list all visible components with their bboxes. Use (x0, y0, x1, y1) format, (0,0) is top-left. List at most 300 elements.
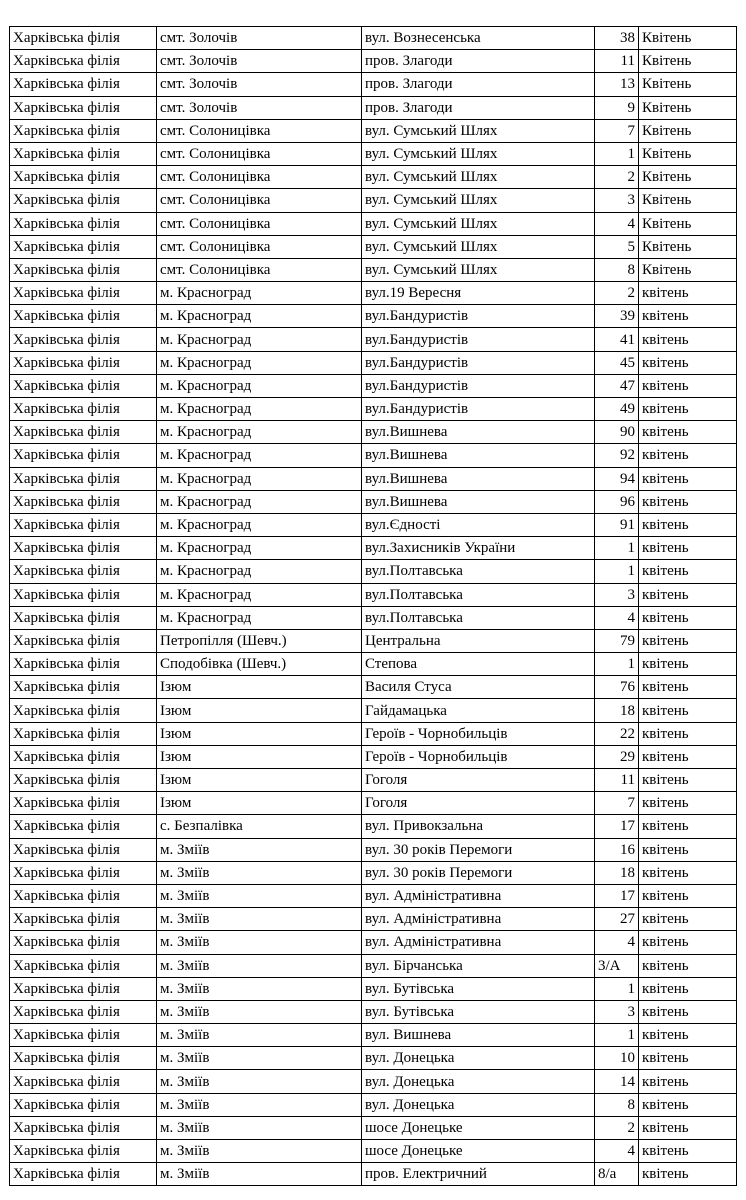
branch-cell: Харківська філія (10, 1024, 157, 1047)
house-number-cell: 47 (595, 374, 639, 397)
month-cell: квітень (639, 908, 737, 931)
street-cell: вул. Вознесенська (362, 27, 595, 50)
branch-cell: Харківська філія (10, 954, 157, 977)
street-cell: вул.Полтавська (362, 560, 595, 583)
month-cell: квітень (639, 328, 737, 351)
table-row (10, 815, 737, 838)
house-number-cell: 22 (595, 722, 639, 745)
street-cell: вул. 30 років Перемоги (362, 838, 595, 861)
settlement-cell: м. Красноград (157, 583, 362, 606)
house-number-cell: 2 (595, 166, 639, 189)
street-cell: вул.Бандуристів (362, 305, 595, 328)
branch-cell: Харківська філія (10, 142, 157, 165)
table-row (10, 1000, 737, 1023)
table-row (10, 583, 737, 606)
month-cell: квітень (639, 722, 737, 745)
table-row (10, 745, 737, 768)
branch-cell: Харківська філія (10, 166, 157, 189)
month-cell: Квітень (639, 212, 737, 235)
branch-cell: Харківська філія (10, 1163, 157, 1186)
street-cell: вул. Бутівська (362, 977, 595, 1000)
table-row (10, 351, 737, 374)
branch-cell: Харківська філія (10, 444, 157, 467)
house-number-cell: 3/А (595, 954, 639, 977)
street-cell: Гайдамацька (362, 699, 595, 722)
branch-cell: Харківська філія (10, 606, 157, 629)
branch-cell: Харківська філія (10, 1000, 157, 1023)
street-cell: вул.Бандуристів (362, 351, 595, 374)
table-row (10, 1116, 737, 1139)
table-row (10, 467, 737, 490)
house-number-cell: 79 (595, 629, 639, 652)
street-cell: вул. Адміністративна (362, 931, 595, 954)
house-number-cell: 4 (595, 1140, 639, 1163)
street-cell: шосе Донецьке (362, 1140, 595, 1163)
street-cell: вул. Привокзальна (362, 815, 595, 838)
house-number-cell: 18 (595, 861, 639, 884)
branch-cell: Харківська філія (10, 1093, 157, 1116)
settlement-cell: смт. Золочів (157, 96, 362, 119)
house-number-cell: 4 (595, 931, 639, 954)
street-cell: вул.Бандуристів (362, 374, 595, 397)
street-cell: Героїв - Чорнобильців (362, 745, 595, 768)
table-row (10, 189, 737, 212)
house-number-cell: 29 (595, 745, 639, 768)
table-row (10, 166, 737, 189)
branch-cell: Харківська філія (10, 328, 157, 351)
month-cell: квітень (639, 629, 737, 652)
house-number-cell: 91 (595, 513, 639, 536)
street-cell: вул. Адміністративна (362, 884, 595, 907)
house-number-cell: 1 (595, 977, 639, 1000)
street-cell: вул. Сумський Шлях (362, 119, 595, 142)
house-number-cell: 18 (595, 699, 639, 722)
table-row (10, 96, 737, 119)
month-cell: квітень (639, 861, 737, 884)
street-cell: вул. Донецька (362, 1070, 595, 1093)
settlement-cell: м. Красноград (157, 305, 362, 328)
street-cell: вул.Захисників України (362, 537, 595, 560)
month-cell: квітень (639, 560, 737, 583)
table-row (10, 792, 737, 815)
branch-cell: Харківська філія (10, 119, 157, 142)
house-number-cell: 8 (595, 258, 639, 281)
month-cell: квітень (639, 398, 737, 421)
street-cell: Центральна (362, 629, 595, 652)
house-number-cell: 4 (595, 212, 639, 235)
house-number-cell: 8/а (595, 1163, 639, 1186)
branch-cell: Харківська філія (10, 398, 157, 421)
branch-cell: Харківська філія (10, 96, 157, 119)
house-number-cell: 1 (595, 537, 639, 560)
table-row (10, 490, 737, 513)
table-row (10, 1047, 737, 1070)
month-cell: Квітень (639, 142, 737, 165)
street-cell: Гоголя (362, 792, 595, 815)
settlement-cell: м. Красноград (157, 328, 362, 351)
month-cell: квітень (639, 467, 737, 490)
house-number-cell: 2 (595, 282, 639, 305)
branch-cell: Харківська філія (10, 1047, 157, 1070)
branch-cell: Харківська філія (10, 629, 157, 652)
month-cell: квітень (639, 769, 737, 792)
settlement-cell: с. Безпалівка (157, 815, 362, 838)
branch-cell: Харківська філія (10, 1070, 157, 1093)
house-number-cell: 27 (595, 908, 639, 931)
address-table (9, 26, 737, 1186)
street-cell: вул. Бутівська (362, 1000, 595, 1023)
table-row (10, 119, 737, 142)
month-cell: квітень (639, 490, 737, 513)
table-row (10, 977, 737, 1000)
table-row (10, 1093, 737, 1116)
house-number-cell: 13 (595, 73, 639, 96)
table-row (10, 73, 737, 96)
month-cell: Квітень (639, 189, 737, 212)
table-row (10, 931, 737, 954)
settlement-cell: Ізюм (157, 722, 362, 745)
house-number-cell: 8 (595, 1093, 639, 1116)
table-row (10, 560, 737, 583)
house-number-cell: 16 (595, 838, 639, 861)
month-cell: квітень (639, 537, 737, 560)
settlement-cell: Ізюм (157, 792, 362, 815)
month-cell: квітень (639, 606, 737, 629)
branch-cell: Харківська філія (10, 861, 157, 884)
house-number-cell: 17 (595, 815, 639, 838)
house-number-cell: 38 (595, 27, 639, 50)
house-number-cell: 7 (595, 119, 639, 142)
street-cell: вул.Вишнева (362, 490, 595, 513)
street-cell: вул.Бандуристів (362, 398, 595, 421)
settlement-cell: м. Красноград (157, 467, 362, 490)
house-number-cell: 49 (595, 398, 639, 421)
branch-cell: Харківська філія (10, 653, 157, 676)
street-cell: вул. Сумський Шлях (362, 235, 595, 258)
settlement-cell: м. Красноград (157, 282, 362, 305)
month-cell: квітень (639, 954, 737, 977)
settlement-cell: смт. Солоницівка (157, 142, 362, 165)
settlement-cell: м. Зміїв (157, 1163, 362, 1186)
branch-cell: Харківська філія (10, 884, 157, 907)
month-cell: Квітень (639, 258, 737, 281)
settlement-cell: смт. Солоницівка (157, 119, 362, 142)
month-cell: Квітень (639, 96, 737, 119)
settlement-cell: м. Красноград (157, 560, 362, 583)
house-number-cell: 3 (595, 189, 639, 212)
settlement-cell: м. Красноград (157, 490, 362, 513)
street-cell: вул. Сумський Шлях (362, 212, 595, 235)
month-cell: квітень (639, 884, 737, 907)
month-cell: квітень (639, 1024, 737, 1047)
street-cell: пров. Злагоди (362, 96, 595, 119)
branch-cell: Харківська філія (10, 235, 157, 258)
settlement-cell: м. Зміїв (157, 1093, 362, 1116)
branch-cell: Харківська філія (10, 189, 157, 212)
street-cell: вул.Вишнева (362, 421, 595, 444)
month-cell: квітень (639, 699, 737, 722)
settlement-cell: смт. Солоницівка (157, 235, 362, 258)
table-row (10, 513, 737, 536)
settlement-cell: м. Красноград (157, 374, 362, 397)
branch-cell: Харківська філія (10, 838, 157, 861)
settlement-cell: м. Зміїв (157, 1024, 362, 1047)
street-cell: вул. Сумський Шлях (362, 258, 595, 281)
branch-cell: Харківська філія (10, 583, 157, 606)
branch-cell: Харківська філія (10, 745, 157, 768)
branch-cell: Харківська філія (10, 351, 157, 374)
table-row (10, 258, 737, 281)
branch-cell: Харківська філія (10, 1116, 157, 1139)
settlement-cell: м. Зміїв (157, 1000, 362, 1023)
branch-cell: Харківська філія (10, 537, 157, 560)
settlement-cell: м. Зміїв (157, 908, 362, 931)
month-cell: квітень (639, 931, 737, 954)
house-number-cell: 11 (595, 769, 639, 792)
street-cell: вул. Сумський Шлях (362, 142, 595, 165)
street-cell: вул. Донецька (362, 1093, 595, 1116)
month-cell: Квітень (639, 27, 737, 50)
settlement-cell: м. Зміїв (157, 1047, 362, 1070)
branch-cell: Харківська філія (10, 699, 157, 722)
settlement-cell: м. Зміїв (157, 954, 362, 977)
street-cell: вул.Бандуристів (362, 328, 595, 351)
table-row (10, 27, 737, 50)
settlement-cell: м. Красноград (157, 351, 362, 374)
table-row (10, 954, 737, 977)
street-cell: вул. Донецька (362, 1047, 595, 1070)
house-number-cell: 96 (595, 490, 639, 513)
street-cell: вул.Вишнева (362, 444, 595, 467)
house-number-cell: 94 (595, 467, 639, 490)
month-cell: квітень (639, 1116, 737, 1139)
table-row (10, 282, 737, 305)
month-cell: квітень (639, 1047, 737, 1070)
month-cell: квітень (639, 421, 737, 444)
branch-cell: Харківська філія (10, 513, 157, 536)
house-number-cell: 41 (595, 328, 639, 351)
table-row (10, 699, 737, 722)
branch-cell: Харківська філія (10, 490, 157, 513)
month-cell: квітень (639, 676, 737, 699)
settlement-cell: Ізюм (157, 769, 362, 792)
month-cell: квітень (639, 444, 737, 467)
settlement-cell: смт. Золочів (157, 73, 362, 96)
house-number-cell: 11 (595, 50, 639, 73)
branch-cell: Харківська філія (10, 374, 157, 397)
table-row (10, 142, 737, 165)
branch-cell: Харківська філія (10, 1140, 157, 1163)
street-cell: Степова (362, 653, 595, 676)
street-cell: вул.Полтавська (362, 583, 595, 606)
settlement-cell: м. Красноград (157, 513, 362, 536)
month-cell: квітень (639, 1093, 737, 1116)
month-cell: квітень (639, 1163, 737, 1186)
table-row (10, 305, 737, 328)
month-cell: Квітень (639, 50, 737, 73)
house-number-cell: 45 (595, 351, 639, 374)
house-number-cell: 4 (595, 606, 639, 629)
settlement-cell: м. Зміїв (157, 1070, 362, 1093)
month-cell: квітень (639, 351, 737, 374)
branch-cell: Харківська філія (10, 421, 157, 444)
settlement-cell: м. Зміїв (157, 884, 362, 907)
branch-cell: Харківська філія (10, 27, 157, 50)
settlement-cell: Сподобівка (Шевч.) (157, 653, 362, 676)
settlement-cell: м. Зміїв (157, 861, 362, 884)
month-cell: Квітень (639, 166, 737, 189)
house-number-cell: 9 (595, 96, 639, 119)
street-cell: пров. Електричний (362, 1163, 595, 1186)
house-number-cell: 14 (595, 1070, 639, 1093)
month-cell: квітень (639, 1140, 737, 1163)
settlement-cell: смт. Золочів (157, 27, 362, 50)
house-number-cell: 3 (595, 583, 639, 606)
street-cell: шосе Донецьке (362, 1116, 595, 1139)
month-cell: квітень (639, 1000, 737, 1023)
house-number-cell: 1 (595, 560, 639, 583)
house-number-cell: 92 (595, 444, 639, 467)
table-row (10, 1070, 737, 1093)
house-number-cell: 1 (595, 142, 639, 165)
month-cell: Квітень (639, 119, 737, 142)
month-cell: квітень (639, 305, 737, 328)
month-cell: квітень (639, 374, 737, 397)
branch-cell: Харківська філія (10, 676, 157, 699)
branch-cell: Харківська філія (10, 815, 157, 838)
street-cell: Гоголя (362, 769, 595, 792)
month-cell: квітень (639, 977, 737, 1000)
table-row (10, 1024, 737, 1047)
table-row (10, 398, 737, 421)
house-number-cell: 5 (595, 235, 639, 258)
street-cell: вул. Бірчанська (362, 954, 595, 977)
street-cell: вул. Вишнева (362, 1024, 595, 1047)
table-row (10, 629, 737, 652)
branch-cell: Харківська філія (10, 467, 157, 490)
settlement-cell: м. Зміїв (157, 977, 362, 1000)
table-row (10, 653, 737, 676)
table-row (10, 861, 737, 884)
street-cell: вул.Вишнева (362, 467, 595, 490)
branch-cell: Харківська філія (10, 908, 157, 931)
street-cell: вул. Адміністративна (362, 908, 595, 931)
month-cell: квітень (639, 1070, 737, 1093)
street-cell: вул. 30 років Перемоги (362, 861, 595, 884)
settlement-cell: смт. Солоницівка (157, 189, 362, 212)
settlement-cell: м. Красноград (157, 444, 362, 467)
month-cell: квітень (639, 815, 737, 838)
house-number-cell: 10 (595, 1047, 639, 1070)
branch-cell: Харківська філія (10, 282, 157, 305)
table-row (10, 537, 737, 560)
table-row (10, 212, 737, 235)
settlement-cell: м. Зміїв (157, 1116, 362, 1139)
table-row (10, 884, 737, 907)
street-cell: пров. Злагоди (362, 73, 595, 96)
table-row (10, 235, 737, 258)
table-row (10, 374, 737, 397)
month-cell: Квітень (639, 73, 737, 96)
branch-cell: Харківська філія (10, 258, 157, 281)
table-row (10, 769, 737, 792)
settlement-cell: м. Красноград (157, 606, 362, 629)
branch-cell: Харківська філія (10, 769, 157, 792)
street-cell: Героїв - Чорнобильців (362, 722, 595, 745)
month-cell: квітень (639, 838, 737, 861)
house-number-cell: 17 (595, 884, 639, 907)
table-row (10, 328, 737, 351)
month-cell: квітень (639, 653, 737, 676)
settlement-cell: м. Зміїв (157, 838, 362, 861)
month-cell: квітень (639, 583, 737, 606)
house-number-cell: 90 (595, 421, 639, 444)
settlement-cell: Ізюм (157, 676, 362, 699)
street-cell: вул.Єдності (362, 513, 595, 536)
branch-cell: Харківська філія (10, 50, 157, 73)
settlement-cell: Ізюм (157, 745, 362, 768)
branch-cell: Харківська філія (10, 73, 157, 96)
table-row (10, 421, 737, 444)
street-cell: вул.Полтавська (362, 606, 595, 629)
table-row (10, 838, 737, 861)
house-number-cell: 1 (595, 1024, 639, 1047)
month-cell: квітень (639, 282, 737, 305)
house-number-cell: 2 (595, 1116, 639, 1139)
settlement-cell: смт. Солоницівка (157, 212, 362, 235)
house-number-cell: 3 (595, 1000, 639, 1023)
house-number-cell: 39 (595, 305, 639, 328)
table-row (10, 1140, 737, 1163)
house-number-cell: 1 (595, 653, 639, 676)
table-body (10, 27, 737, 1186)
street-cell: вул. Сумський Шлях (362, 166, 595, 189)
table-row (10, 606, 737, 629)
branch-cell: Харківська філія (10, 931, 157, 954)
table-row (10, 676, 737, 699)
settlement-cell: смт. Солоницівка (157, 166, 362, 189)
month-cell: квітень (639, 513, 737, 536)
settlement-cell: м. Красноград (157, 421, 362, 444)
settlement-cell: м. Красноград (157, 398, 362, 421)
settlement-cell: смт. Золочів (157, 50, 362, 73)
table-row (10, 908, 737, 931)
settlement-cell: м. Красноград (157, 537, 362, 560)
branch-cell: Харківська філія (10, 792, 157, 815)
table-row (10, 722, 737, 745)
house-number-cell: 7 (595, 792, 639, 815)
table-row (10, 50, 737, 73)
month-cell: квітень (639, 745, 737, 768)
month-cell: Квітень (639, 235, 737, 258)
house-number-cell: 76 (595, 676, 639, 699)
settlement-cell: смт. Солоницівка (157, 258, 362, 281)
branch-cell: Харківська філія (10, 212, 157, 235)
settlement-cell: м. Зміїв (157, 1140, 362, 1163)
street-cell: вул. Сумський Шлях (362, 189, 595, 212)
table-row (10, 444, 737, 467)
month-cell: квітень (639, 792, 737, 815)
branch-cell: Харківська філія (10, 560, 157, 583)
table-row (10, 1163, 737, 1186)
street-cell: пров. Злагоди (362, 50, 595, 73)
settlement-cell: м. Зміїв (157, 931, 362, 954)
street-cell: Василя Стуса (362, 676, 595, 699)
street-cell: вул.19 Вересня (362, 282, 595, 305)
settlement-cell: Петропілля (Шевч.) (157, 629, 362, 652)
branch-cell: Харківська філія (10, 722, 157, 745)
branch-cell: Харківська філія (10, 305, 157, 328)
